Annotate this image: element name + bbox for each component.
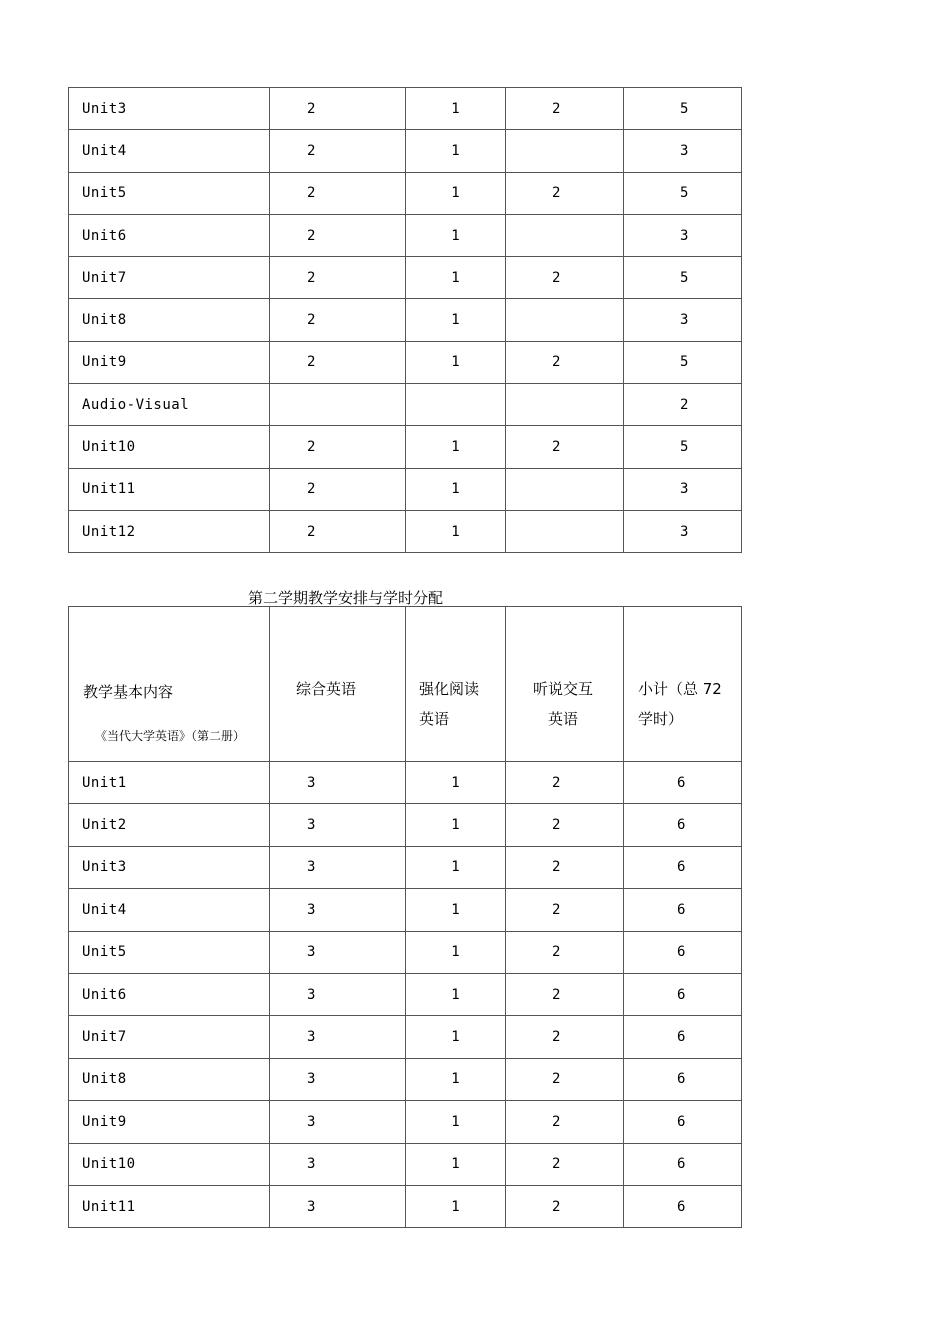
table-row	[69, 426, 742, 468]
table-row	[69, 889, 742, 931]
subtotal-hours-cell: 5	[624, 341, 742, 383]
table-header-row	[69, 607, 742, 762]
listening-hours-cell: 2	[506, 257, 624, 299]
subtotal-hours-cell: 6	[624, 762, 742, 804]
unit-cell: Unit4	[69, 130, 270, 172]
table-caption: 第二学期教学安排与学时分配	[248, 589, 444, 607]
header-textbook-label: 《当代大学英语》（第二册）	[95, 729, 246, 743]
listening-hours-cell	[506, 510, 624, 552]
listening-hours-cell	[506, 214, 624, 256]
listening-hours-cell: 2	[506, 426, 624, 468]
subtotal-hours-cell: 5	[624, 257, 742, 299]
unit-cell: Unit9	[69, 1101, 270, 1143]
comprehensive-hours-cell: 3	[270, 804, 406, 846]
subtotal-hours-cell: 5	[624, 88, 742, 130]
comprehensive-hours-cell: 2	[270, 299, 406, 341]
table-row	[69, 341, 742, 383]
listening-hours-cell: 2	[506, 931, 624, 973]
listening-hours-cell: 2	[506, 341, 624, 383]
reading-hours-cell: 1	[406, 804, 506, 846]
unit-cell: Unit7	[69, 257, 270, 299]
unit-cell: Unit2	[69, 804, 270, 846]
listening-hours-cell	[506, 130, 624, 172]
listening-hours-cell: 2	[506, 1101, 624, 1143]
listening-hours-cell: 2	[506, 762, 624, 804]
subtotal-hours-cell: 5	[624, 426, 742, 468]
subtotal-hours-cell: 3	[624, 130, 742, 172]
unit-cell: Unit9	[69, 341, 270, 383]
unit-cell: Unit5	[69, 931, 270, 973]
unit-cell: Unit11	[69, 468, 270, 510]
table-row	[69, 931, 742, 973]
subtotal-hours-cell: 2	[624, 384, 742, 426]
reading-hours-cell: 1	[406, 973, 506, 1015]
header-listening-speaking	[506, 607, 624, 762]
table-row	[69, 762, 742, 804]
table-row	[69, 1185, 742, 1227]
reading-hours-cell: 1	[406, 1101, 506, 1143]
reading-hours-cell: 1	[406, 88, 506, 130]
header-listening-line1: 听说交互	[532, 680, 593, 698]
comprehensive-hours-cell	[270, 384, 406, 426]
comprehensive-hours-cell: 2	[270, 130, 406, 172]
subtotal-hours-cell: 6	[624, 846, 742, 888]
unit-cell: Unit4	[69, 889, 270, 931]
header-comprehensive-label: 综合英语	[296, 680, 357, 698]
table-row	[69, 1016, 742, 1058]
comprehensive-hours-cell: 3	[270, 846, 406, 888]
table-row	[69, 846, 742, 888]
listening-hours-cell: 2	[506, 1058, 624, 1100]
subtotal-hours-cell: 6	[624, 1016, 742, 1058]
unit-cell: Unit3	[69, 846, 270, 888]
unit-cell: Unit12	[69, 510, 270, 552]
subtotal-hours-cell: 6	[624, 1101, 742, 1143]
reading-hours-cell: 1	[406, 846, 506, 888]
comprehensive-hours-cell: 2	[270, 88, 406, 130]
reading-hours-cell: 1	[406, 931, 506, 973]
subtotal-hours-cell: 6	[624, 1143, 742, 1185]
listening-hours-cell: 2	[506, 1143, 624, 1185]
header-listening-line2: 英语	[547, 710, 578, 728]
reading-hours-cell: 1	[406, 889, 506, 931]
header-reading-line2: 英语	[419, 710, 450, 728]
subtotal-hours-cell: 6	[624, 804, 742, 846]
unit-cell: Unit5	[69, 172, 270, 214]
reading-hours-cell: 1	[406, 1058, 506, 1100]
unit-cell: Unit8	[69, 1058, 270, 1100]
header-subtotal-line1: 小计（总 72	[638, 680, 722, 698]
schedule-table-semester-2	[68, 606, 742, 1228]
table-row	[69, 257, 742, 299]
reading-hours-cell: 1	[406, 1016, 506, 1058]
listening-hours-cell	[506, 299, 624, 341]
unit-cell: Audio-Visual	[69, 384, 270, 426]
header-intensive-reading	[406, 607, 506, 762]
subtotal-hours-cell: 6	[624, 973, 742, 1015]
table-row	[69, 172, 742, 214]
table-row	[69, 384, 742, 426]
unit-cell: Unit1	[69, 762, 270, 804]
header-reading-line1: 强化阅读	[419, 680, 480, 698]
listening-hours-cell	[506, 384, 624, 426]
subtotal-hours-cell: 3	[624, 214, 742, 256]
reading-hours-cell	[406, 384, 506, 426]
table-row	[69, 804, 742, 846]
table-row	[69, 130, 742, 172]
subtotal-hours-cell: 3	[624, 510, 742, 552]
comprehensive-hours-cell: 3	[270, 973, 406, 1015]
table-row	[69, 1058, 742, 1100]
unit-cell: Unit11	[69, 1185, 270, 1227]
listening-hours-cell	[506, 468, 624, 510]
comprehensive-hours-cell: 3	[270, 931, 406, 973]
reading-hours-cell: 1	[406, 341, 506, 383]
unit-cell: Unit6	[69, 214, 270, 256]
comprehensive-hours-cell: 3	[270, 1185, 406, 1227]
comprehensive-hours-cell: 3	[270, 889, 406, 931]
reading-hours-cell: 1	[406, 299, 506, 341]
listening-hours-cell: 2	[506, 889, 624, 931]
subtotal-hours-cell: 6	[624, 1185, 742, 1227]
unit-cell: Unit10	[69, 1143, 270, 1185]
listening-hours-cell: 2	[506, 846, 624, 888]
table-row	[69, 1101, 742, 1143]
reading-hours-cell: 1	[406, 510, 506, 552]
unit-cell: Unit8	[69, 299, 270, 341]
table-row	[69, 973, 742, 1015]
listening-hours-cell: 2	[506, 1185, 624, 1227]
comprehensive-hours-cell: 2	[270, 510, 406, 552]
reading-hours-cell: 1	[406, 426, 506, 468]
table-row	[69, 214, 742, 256]
header-comprehensive-english	[270, 607, 406, 762]
table-row	[69, 510, 742, 552]
listening-hours-cell: 2	[506, 172, 624, 214]
subtotal-hours-cell: 3	[624, 468, 742, 510]
subtotal-hours-cell: 5	[624, 172, 742, 214]
header-subtotal	[624, 607, 742, 762]
comprehensive-hours-cell: 2	[270, 426, 406, 468]
comprehensive-hours-cell: 3	[270, 1058, 406, 1100]
reading-hours-cell: 1	[406, 762, 506, 804]
reading-hours-cell: 1	[406, 172, 506, 214]
subtotal-hours-cell: 3	[624, 299, 742, 341]
schedule-table-semester-1-continued	[68, 87, 742, 553]
comprehensive-hours-cell: 2	[270, 468, 406, 510]
reading-hours-cell: 1	[406, 1143, 506, 1185]
subtotal-hours-cell: 6	[624, 889, 742, 931]
table-row	[69, 88, 742, 130]
header-content-label: 教学基本内容	[83, 683, 174, 701]
header-teaching-content	[69, 607, 270, 762]
comprehensive-hours-cell: 2	[270, 341, 406, 383]
reading-hours-cell: 1	[406, 468, 506, 510]
comprehensive-hours-cell: 2	[270, 214, 406, 256]
unit-cell: Unit3	[69, 88, 270, 130]
listening-hours-cell: 2	[506, 973, 624, 1015]
comprehensive-hours-cell: 3	[270, 1016, 406, 1058]
reading-hours-cell: 1	[406, 1185, 506, 1227]
listening-hours-cell: 2	[506, 1016, 624, 1058]
comprehensive-hours-cell: 3	[270, 1143, 406, 1185]
comprehensive-hours-cell: 2	[270, 257, 406, 299]
listening-hours-cell: 2	[506, 88, 624, 130]
header-subtotal-line2: 学时）	[638, 710, 684, 728]
unit-cell: Unit6	[69, 973, 270, 1015]
unit-cell: Unit10	[69, 426, 270, 468]
comprehensive-hours-cell: 2	[270, 172, 406, 214]
unit-cell: Unit7	[69, 1016, 270, 1058]
reading-hours-cell: 1	[406, 130, 506, 172]
reading-hours-cell: 1	[406, 214, 506, 256]
table-row	[69, 468, 742, 510]
listening-hours-cell: 2	[506, 804, 624, 846]
subtotal-hours-cell: 6	[624, 1058, 742, 1100]
reading-hours-cell: 1	[406, 257, 506, 299]
table-row	[69, 1143, 742, 1185]
comprehensive-hours-cell: 3	[270, 1101, 406, 1143]
comprehensive-hours-cell: 3	[270, 762, 406, 804]
subtotal-hours-cell: 6	[624, 931, 742, 973]
table-row	[69, 299, 742, 341]
